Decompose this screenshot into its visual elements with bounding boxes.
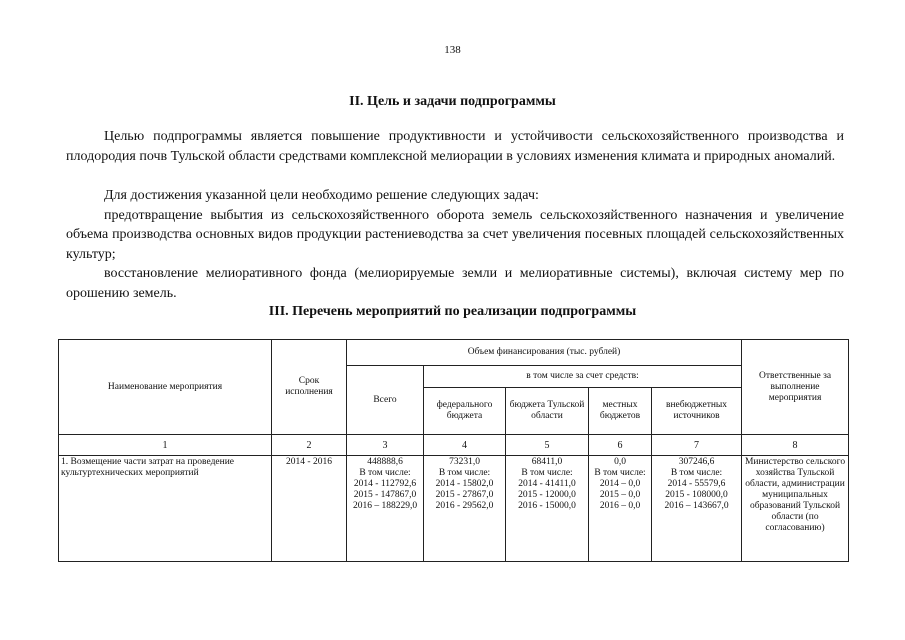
- total-including: В том числе:: [359, 468, 411, 478]
- total-cell: [347, 456, 424, 562]
- section-2-title: II. Цель и задачи подпрограммы: [349, 94, 556, 109]
- local-cell: [589, 456, 652, 562]
- local-including: В том числе:: [594, 468, 646, 478]
- measure-period: 2014 - 2016: [272, 456, 347, 562]
- local-2015: 2015 – 0,0: [599, 490, 641, 500]
- regional-cell: [506, 456, 589, 562]
- total-amount: 448888,6: [367, 457, 403, 467]
- regional-2016: 2016 - 15000,0: [518, 501, 576, 511]
- federal-2014: 2014 - 15802,0: [435, 479, 494, 489]
- page-number: 138: [444, 44, 461, 56]
- local-2016: 2016 – 0,0: [599, 501, 641, 511]
- header-including-sources: в том числе за счет средств:: [424, 366, 742, 388]
- total-2015: 2015 - 147867,0: [353, 490, 417, 500]
- regional-including: В том числе:: [521, 468, 573, 478]
- local-amount: 0,0: [614, 457, 626, 467]
- header-regional: бюджета Тульской области: [506, 388, 589, 435]
- local-2014: 2014 – 0,0: [599, 479, 641, 489]
- column-number: 5: [506, 435, 589, 456]
- measures-table: [58, 339, 849, 562]
- section-3-title: III. Перечень мероприятий по реализации подпрограммы: [268, 304, 637, 319]
- table-row: [59, 456, 849, 562]
- header-period: Срок исполнения: [272, 340, 347, 435]
- column-number: 3: [347, 435, 424, 456]
- header-federal: федерального бюджета: [424, 388, 506, 435]
- header-extra: внебюджетных источников: [652, 388, 742, 435]
- total-2014: 2014 - 112792,6: [353, 479, 417, 489]
- regional-2014: 2014 - 41411,0: [518, 479, 576, 489]
- header-funding: Объем финансирования (тыс. рублей): [347, 340, 742, 366]
- extra-cell: [652, 456, 742, 562]
- header-responsible: Ответственные за выполнение мероприятия: [742, 340, 849, 435]
- column-number: 6: [589, 435, 652, 456]
- paragraph-task-2: восстановление мелиоративного фонда (мелиорируемые земли и мелиоративные системы), включая систему мер по орошению земель.: [66, 266, 844, 301]
- federal-2016: 2016 - 29562,0: [435, 501, 494, 511]
- regional-amount: 68411,0: [531, 457, 563, 467]
- extra-including: В том числе:: [670, 468, 723, 478]
- federal-2015: 2015 - 27867,0: [435, 490, 494, 500]
- federal-cell: [424, 456, 506, 562]
- column-number: 1: [59, 435, 272, 456]
- paragraph-task-1: предотвращение выбытия из сельскохозяйственного оборота земель сельскохозяйственного назначения и увеличение объема производства основных видов продукции растениеводства за счет увеличения посевных площадей сельскохозяйственных культур;: [66, 207, 844, 262]
- regional-2015: 2015 - 12000,0: [518, 490, 576, 500]
- column-number: 4: [424, 435, 506, 456]
- federal-amount: 73231,0: [449, 457, 480, 467]
- federal-including: В том числе:: [438, 468, 491, 478]
- measure-name: 1. Возмещение части затрат на проведение культуртехнических мероприятий: [59, 456, 272, 562]
- header-total: Всего: [347, 366, 424, 435]
- paragraph-goal: Целью подпрограммы является повышение продуктивности и устойчивости сельскохозяйственного производства и плодородия почв Тульской области средствами комплексной мелиорации в условиях изменения климата и природных аномалий.: [66, 129, 844, 164]
- total-2016: 2016 – 188229,0: [352, 501, 418, 511]
- extra-2015: 2015 - 108000,0: [665, 490, 728, 500]
- column-number: 8: [742, 435, 849, 456]
- paragraph-tasks-intro: Для достижения указанной цели необходимо решение следующих задач:: [104, 188, 539, 203]
- extra-2016: 2016 – 143667,0: [664, 501, 729, 511]
- extra-amount: 307246,6: [678, 457, 715, 467]
- header-name: Наименование мероприятия: [59, 340, 272, 435]
- header-local: местных бюджетов: [589, 388, 652, 435]
- responsible-cell: Министерство сельского хозяйства Тульской области, администрации муниципальных образований Тульской области (по согласованию): [742, 456, 849, 562]
- extra-2014: 2014 - 55579,6: [667, 479, 726, 489]
- column-number: 7: [652, 435, 742, 456]
- column-number: 2: [272, 435, 347, 456]
